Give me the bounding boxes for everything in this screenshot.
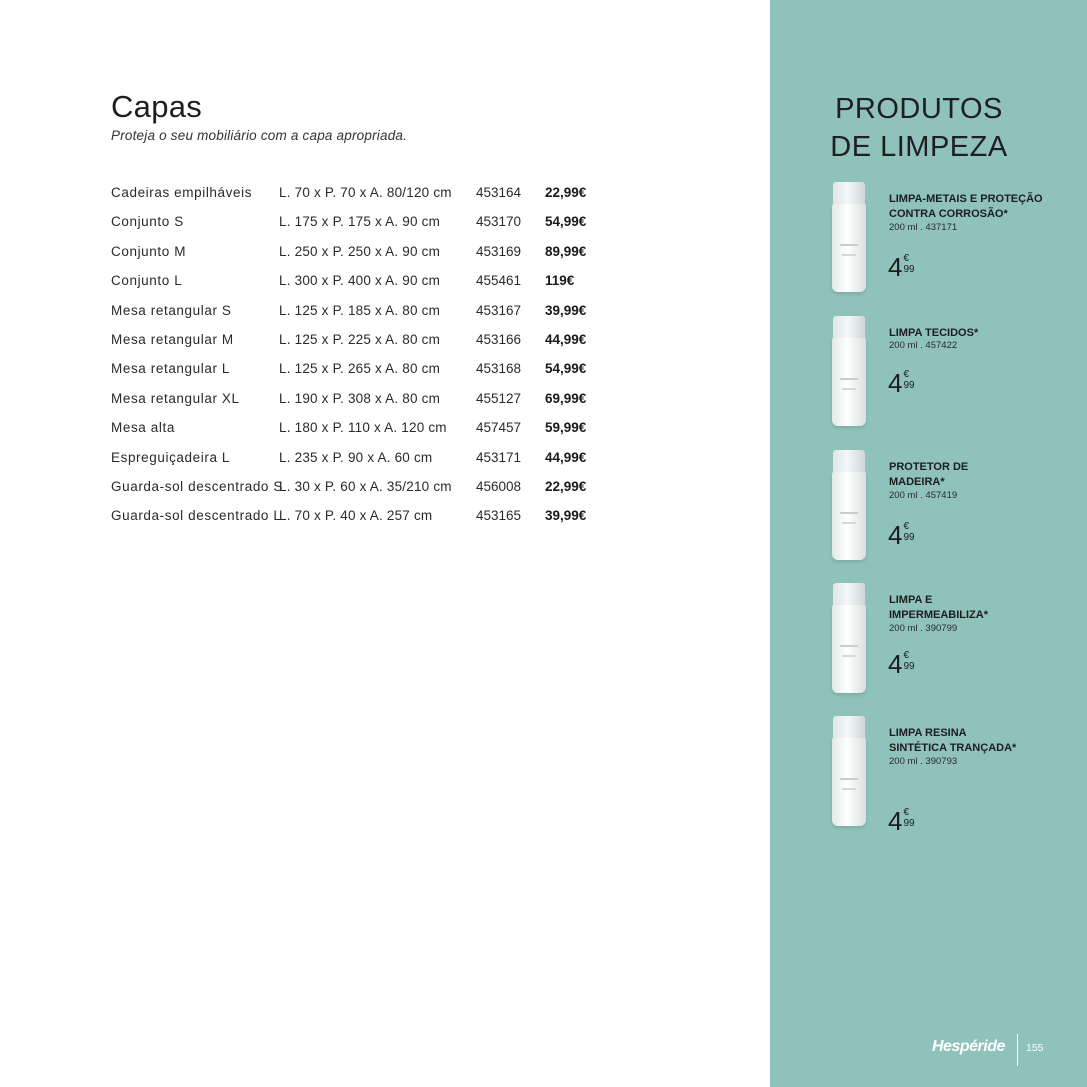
product-code: 453171 [475, 449, 521, 465]
bottle-cap [833, 716, 865, 740]
section-title: Capas [111, 89, 203, 124]
currency-symbol: € [903, 807, 910, 818]
product-name-line-2: IMPERMEABILIZA* [889, 609, 988, 621]
price-cents: 99 [903, 380, 915, 391]
currency-symbol: € [903, 521, 910, 532]
page-footer [770, 1030, 1087, 1070]
price-fraction [902, 254, 914, 280]
table-row [111, 181, 611, 210]
cover-name: Mesa retangular L [111, 361, 231, 377]
price: 89,99€ [545, 243, 587, 259]
spray-bottle-image [832, 316, 866, 426]
cover-dimensions: L. 70 x P. 40 x A. 257 cm [279, 508, 433, 524]
product-card [770, 716, 1087, 836]
cover-dimensions: L. 180 x P. 110 x A. 120 cm [279, 420, 447, 436]
product-name-line-2: CONTRA CORROSÃO* [889, 208, 1008, 220]
table-row [111, 357, 611, 386]
price: 44,99€ [545, 331, 587, 347]
panel-title-line-2: DE LIMPEZA [830, 131, 1008, 163]
cover-dimensions: L. 235 x P. 90 x A. 60 cm [279, 449, 433, 465]
bottle-cap [833, 316, 865, 340]
cover-name: Mesa alta [111, 420, 175, 436]
panel-title-line-1: PRODUTOS [835, 93, 1003, 125]
product-name [889, 593, 1079, 623]
table-row [111, 387, 611, 416]
product-code: 453166 [475, 331, 521, 347]
product-code: 457457 [475, 420, 521, 436]
bottle-label [842, 788, 856, 790]
product-volume-code: 200 ml . 457422 [889, 340, 958, 351]
cover-name: Conjunto M [111, 243, 187, 259]
price-fraction [902, 370, 914, 396]
table-row [111, 210, 611, 239]
price: 119€ [545, 273, 575, 289]
price: 22,99€ [545, 185, 587, 200]
bottle-body [832, 338, 866, 426]
covers-table [111, 181, 611, 534]
cover-dimensions: L. 125 x P. 265 x A. 80 cm [279, 361, 441, 377]
price-cents: 99 [903, 264, 915, 275]
product-card [770, 450, 1087, 570]
currency-symbol: € [903, 253, 910, 264]
product-name-line-1: LIMPA-METAIS E PROTEÇÃO [889, 193, 1043, 205]
product-code: 455127 [475, 390, 521, 406]
bottle-body [832, 204, 866, 292]
price-integer: 4 [888, 252, 903, 282]
cover-dimensions: L. 70 x P. 70 x A. 80/120 cm [279, 185, 452, 200]
product-price [888, 808, 914, 834]
product-price [888, 254, 914, 280]
table-row [111, 328, 611, 357]
product-name [889, 460, 1079, 490]
bottle-body [832, 605, 866, 693]
spray-bottle-image [832, 450, 866, 560]
product-name-line-1: LIMPA RESINA [889, 727, 967, 739]
table-row [111, 446, 611, 475]
price: 69,99€ [545, 390, 587, 406]
price-fraction [902, 651, 914, 677]
cover-name: Cadeiras empilháveis [111, 185, 253, 200]
cleaning-products-panel [770, 0, 1087, 1087]
product-card [770, 182, 1087, 302]
table-row [111, 240, 611, 269]
product-code: 453169 [475, 243, 521, 259]
cover-dimensions: L. 125 x P. 225 x A. 80 cm [279, 331, 441, 347]
cover-name: Mesa retangular S [111, 302, 232, 318]
product-code: 456008 [475, 478, 521, 494]
bottle-label [842, 388, 856, 390]
product-name-line-2: MADEIRA* [889, 476, 945, 488]
product-volume-code: 200 ml . 390799 [889, 623, 958, 634]
product-price [888, 522, 914, 548]
cover-name: Mesa retangular M [111, 331, 234, 347]
product-name-line-1: LIMPA E [889, 594, 933, 606]
panel-title [770, 90, 1068, 166]
product-name [889, 326, 1079, 341]
bottle-body [832, 472, 866, 560]
price-integer: 4 [888, 806, 903, 836]
currency-symbol: € [903, 650, 910, 661]
section-subtitle: Proteja o seu mobiliário com a capa apropriada. [111, 128, 408, 143]
cover-name: Guarda-sol descentrado S [111, 478, 283, 494]
bottle-label [840, 645, 858, 647]
price-cents: 99 [903, 532, 915, 543]
price: 44,99€ [545, 449, 587, 465]
capas-section-header [111, 88, 711, 143]
bottle-cap [833, 182, 865, 206]
product-code: 453167 [475, 302, 521, 318]
product-name-line-1: LIMPA TECIDOS* [889, 327, 979, 339]
product-name-line-2: SINTÉTICA TRANÇADA* [889, 742, 1017, 754]
currency-symbol: € [903, 369, 910, 380]
product-card [770, 316, 1087, 436]
price-integer: 4 [888, 368, 903, 398]
price-fraction [902, 522, 914, 548]
bottle-label [840, 378, 858, 380]
bottle-body [832, 738, 866, 826]
cover-name: Conjunto S [111, 214, 184, 230]
price-cents: 99 [903, 818, 915, 829]
price: 39,99€ [545, 302, 587, 318]
cover-name: Mesa retangular XL [111, 390, 240, 406]
price-integer: 4 [888, 520, 903, 550]
product-name [889, 726, 1079, 756]
price: 54,99€ [545, 214, 587, 230]
price-cents: 99 [903, 661, 915, 672]
brand-logo: Hespéride [932, 1038, 1005, 1055]
product-price [888, 370, 914, 396]
price-fraction [902, 808, 914, 834]
cover-dimensions: L. 190 x P. 308 x A. 80 cm [279, 390, 441, 406]
product-card [770, 583, 1087, 703]
cover-dimensions: L. 125 x P. 185 x A. 80 cm [279, 302, 441, 318]
bottle-label [842, 254, 856, 256]
table-row [111, 299, 611, 328]
cover-dimensions: L. 175 x P. 175 x A. 90 cm [279, 214, 441, 230]
page-number: 155 [1026, 1042, 1044, 1054]
product-volume-code: 200 ml . 390793 [889, 756, 958, 767]
bottle-cap [833, 450, 865, 474]
bottle-cap [833, 583, 865, 607]
product-code: 455461 [475, 273, 521, 289]
cover-dimensions: L. 300 x P. 400 x A. 90 cm [279, 273, 441, 289]
bottle-label [840, 244, 858, 246]
product-code: 453168 [475, 361, 521, 377]
product-volume-code: 200 ml . 437171 [889, 222, 958, 233]
cover-dimensions: L. 30 x P. 60 x A. 35/210 cm [279, 478, 452, 494]
cover-name: Guarda-sol descentrado L [111, 508, 282, 524]
table-row [111, 475, 611, 504]
table-row [111, 269, 611, 298]
table-row [111, 504, 611, 533]
spray-bottle-image [832, 182, 866, 292]
price-integer: 4 [888, 649, 903, 679]
bottle-label [842, 655, 856, 657]
table-row [111, 416, 611, 445]
product-code: 453165 [475, 508, 521, 524]
price: 54,99€ [545, 361, 587, 377]
product-volume-code: 200 ml . 457419 [889, 490, 958, 501]
product-code: 453164 [475, 185, 521, 200]
cover-name: Espreguiçadeira L [111, 449, 231, 465]
price: 39,99€ [545, 508, 587, 524]
footer-divider [1017, 1034, 1018, 1066]
cover-dimensions: L. 250 x P. 250 x A. 90 cm [279, 243, 441, 259]
price: 59,99€ [545, 420, 587, 436]
product-price [888, 651, 914, 677]
price: 22,99€ [545, 478, 587, 494]
spray-bottle-image [832, 716, 866, 826]
product-code: 453170 [475, 214, 521, 230]
bottle-label [840, 512, 858, 514]
bottle-label [842, 522, 856, 524]
product-name [889, 192, 1079, 222]
spray-bottle-image [832, 583, 866, 693]
bottle-label [840, 778, 858, 780]
product-name-line-1: PROTETOR DE [889, 461, 969, 473]
cover-name: Conjunto L [111, 273, 183, 289]
